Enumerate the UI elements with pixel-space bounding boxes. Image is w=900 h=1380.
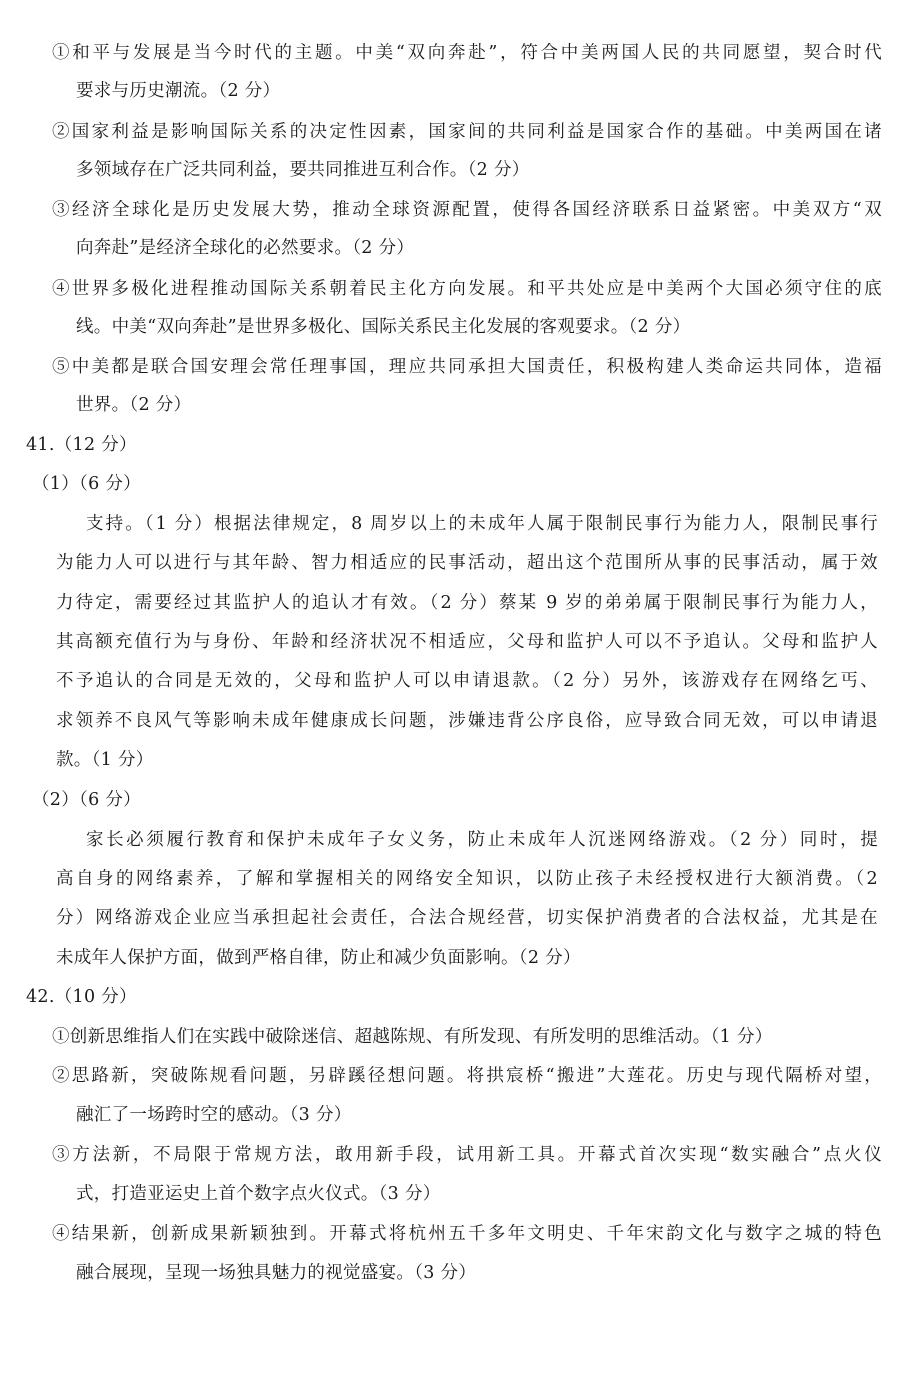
point-3-line-2: 向奔赴”是经济全球化的必然要求。（2 分） [76, 238, 415, 258]
question-41-part-1-heading: （1）（6 分） [32, 474, 141, 494]
point-5-line-2: 世界。（2 分） [76, 395, 192, 415]
point-3-line-1: ③经济全球化是历史发展大势，推动全球资源配置，使得各国经济联系日益紧密。中美双方“双 [52, 200, 882, 220]
q42-point-3-line-2: 式，打造亚运史上首个数字点火仪式。（3 分） [76, 1184, 441, 1204]
point-5-line-1: ⑤中美都是联合国安理会常任理事国，理应共同承担大国责任，积极构建人类命运共同体，造福 [52, 357, 882, 377]
q41-part-1-line-1: 支持。（1 分）根据法律规定，8 周岁以上的未成年人属于限制民事行为能力人，限制民事行 [86, 514, 878, 534]
point-4-line-2: 线。中美“双向奔赴”是世界多极化、国际关系民主化发展的客观要求。（2 分） [76, 317, 691, 337]
point-2-line-2: 多领域存在广泛共同利益，要共同推进互利合作。（2 分） [76, 160, 530, 180]
q42-point-2-line-1: ②思路新，突破陈规看问题，另辟蹊径想问题。将拱宸桥“搬进”大莲花。历史与现代隔桥对望， [52, 1066, 882, 1086]
q41-part-1-line-4: 其高额充值行为与身份、年龄和经济状况不相适应，父母和监护人可以不予追认。父母和监护人 [56, 632, 878, 652]
q41-part-1-line-6: 求领养不良风气等影响未成年健康成长问题，涉嫌违背公序良俗，应导致合同无效，可以申请退 [56, 711, 878, 731]
q41-part-2-line-4: 未成年人保护方面，做到严格自律，防止和减少负面影响。（2 分） [56, 948, 581, 968]
q42-point-1-line-1: ①创新思维指人们在实践中破除迷信、超越陈规、有所发现、有所发明的思维活动。（1 分） [52, 1027, 773, 1047]
q41-part-1-line-2: 为能力人可以进行与其年龄、智力相适应的民事活动，超出这个范围所从事的民事活动，属于效 [56, 553, 878, 573]
q41-part-2-line-1: 家长必须履行教育和保护未成年子女义务，防止未成年人沉迷网络游戏。（2 分）同时，提 [86, 830, 878, 850]
q41-part-2-line-2: 高自身的网络素养，了解和掌握相关的网络安全知识，以防止孩子未经授权进行大额消费。（2 [56, 869, 878, 889]
question-41-part-2-heading: （2）（6 分） [32, 790, 141, 810]
q41-part-1-line-7: 款。（1 分） [56, 750, 154, 770]
point-4-line-1: ④世界多极化进程推动国际关系朝着民主化方向发展。和平共处应是中美两个大国必须守住的底 [52, 279, 882, 299]
q41-part-2-line-3: 分）网络游戏企业应当承担起社会责任，合法合规经营，切实保护消费者的合法权益，尤其是在 [56, 908, 878, 928]
question-42-heading: 42.（10 分） [26, 987, 137, 1007]
q42-point-2-line-2: 融汇了一场跨时空的感动。（3 分） [76, 1105, 352, 1125]
question-41-heading: 41.（12 分） [26, 435, 137, 455]
q42-point-3-line-1: ③方法新，不局限于常规方法，敢用新手段，试用新工具。开幕式首次实现“数实融合”点火仪 [52, 1145, 882, 1165]
point-1-line-2: 要求与历史潮流。（2 分） [76, 81, 281, 101]
point-1-line-1: ①和平与发展是当今时代的主题。中美“双向奔赴”，符合中美两国人民的共同愿望，契合时代 [52, 43, 882, 63]
q42-point-4-line-1: ④结果新，创新成果新颖独到。开幕式将杭州五千多年文明史、千年宋韵文化与数字之城的特色 [52, 1224, 882, 1244]
q41-part-1-line-3: 力待定，需要经过其监护人的追认才有效。（2 分）蔡某 9 岁的弟弟属于限制民事行为能力人， [56, 593, 878, 613]
q42-point-4-line-2: 融合展现，呈现一场独具魅力的视觉盛宴。（3 分） [76, 1263, 477, 1283]
q41-part-1-line-5: 不予追认的合同是无效的，父母和监护人可以申请退款。（2 分）另外，该游戏存在网络乞丐、 [56, 671, 878, 691]
point-2-line-1: ②国家利益是影响国际关系的决定性因素，国家间的共同利益是国家合作的基础。中美两国在诸 [52, 122, 882, 142]
